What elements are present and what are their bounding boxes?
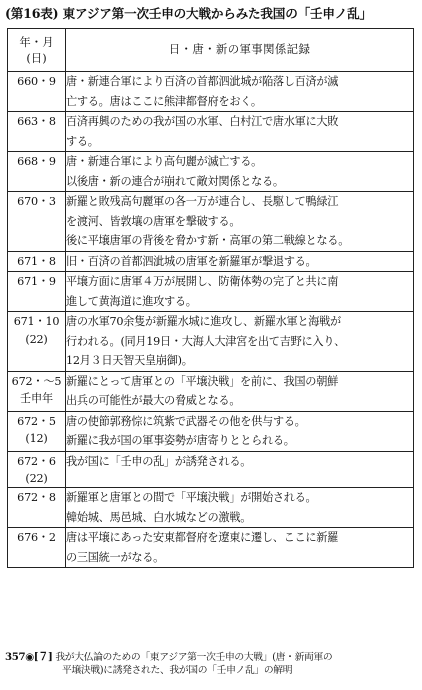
date-value: 671・9 (17, 275, 56, 288)
table-title: (第16表) 東アジア第一次壬申の大戦からみた我国の「壬申ノ乱」 (5, 6, 372, 21)
table-row (8, 411, 414, 451)
event-text-line: 唐の使節郭務悰に筑紫で武器その他を供与する。 (66, 414, 306, 428)
date-cell (8, 72, 66, 112)
date-cell (8, 112, 66, 152)
date-cell (8, 488, 66, 528)
table-row (8, 371, 414, 411)
date-cell (8, 371, 66, 411)
date-subvalue: (22) (25, 332, 48, 346)
event-text-line: 亡する。唐はここに熊津都督府をおく。 (66, 94, 262, 108)
event-cell (66, 251, 414, 272)
date-value: 663・8 (17, 115, 56, 128)
event-text-line: 新羅と敗残高句麗軍の各一万が連合し、長駆して鴨緑江 (66, 195, 339, 208)
figure-caption (5, 651, 419, 677)
events-header-label: 日・唐・新の軍事関係記録 (168, 42, 311, 57)
event-text-line: する。 (66, 134, 99, 148)
event-text-line: 後に平壌唐軍の背後を脅かす新・高軍の第二戦線となる。 (66, 234, 350, 247)
event-text-line: 唐・新連合軍により百済の首都泗泚城が陥落し百済が滅 (66, 75, 339, 88)
table-header-row (8, 29, 414, 72)
date-value: 676・2 (17, 531, 56, 544)
event-cell (66, 312, 414, 372)
event-text-line: 我が国に「壬申の乱」が誘発される。 (66, 454, 252, 468)
caption-line-1 (5, 651, 419, 664)
event-text-line: 平壌方面に唐軍４万が展開し、防衛体勢の完了と共に南 (66, 275, 339, 288)
date-value: 672・～5 (11, 374, 62, 388)
date-cell (8, 272, 66, 312)
table-row (8, 272, 414, 312)
date-subvalue: (12) (25, 432, 48, 445)
date-subvalue: 壬申年 (20, 392, 53, 405)
date-cell (8, 152, 66, 192)
date-subvalue: (22) (25, 472, 48, 485)
table-row (8, 112, 414, 152)
date-value: 672・8 (17, 491, 56, 504)
date-cell (8, 312, 66, 372)
event-text-line: 進して黄海道に進攻する。 (66, 294, 197, 308)
date-value: 660・9 (17, 75, 56, 88)
date-cell (8, 451, 66, 488)
event-text-line: の三国統一がなる。 (66, 550, 164, 564)
date-value: 671・8 (17, 254, 56, 268)
date-cell (8, 251, 66, 272)
event-text-line: 唐・新連合軍により高句麗が滅亡する。 (66, 155, 262, 168)
date-value: 670・3 (17, 195, 56, 208)
date-value: 668・9 (17, 155, 56, 168)
date-cell (8, 528, 66, 568)
event-text-line: 百済再興のための我が国の水軍、白村江で唐水軍に大敗 (66, 115, 339, 128)
date-value: 672・6 (17, 454, 56, 468)
event-cell (66, 451, 414, 488)
table-row (8, 152, 414, 192)
event-text-line: 行われる。(同月19日・大海人大津宮を出て吉野に入り、 (66, 334, 346, 348)
event-cell (66, 411, 414, 451)
event-text-line: 新羅軍と唐軍との間で「平壌決戦」が開始される。 (66, 491, 317, 504)
event-text-line: 韓始城、馬邑城、白水城などの激戦。 (66, 510, 252, 524)
date-header-line1: 年・月 (19, 35, 54, 49)
event-text-line: 唐の水軍70余隻が新羅水城に進攻し、新羅水軍と海戦が (66, 315, 341, 328)
event-cell (66, 72, 414, 112)
events-column-header (66, 29, 414, 72)
event-cell (66, 488, 414, 528)
event-text-line: 12月３日天智天皇崩御)。 (66, 354, 193, 367)
event-text-line: 旧・百済の首都泗泚城の唐軍を新羅軍が撃退する。 (66, 254, 317, 268)
event-cell (66, 371, 414, 411)
caption-line-2: 平壌決戦)に誘発された、我が国の「壬申ノ乱」の解明 (62, 665, 293, 676)
event-text-line: 新羅に我が国の軍事姿勢が唐寄りととられる。 (66, 434, 295, 447)
event-text-line: 以後唐・新の連合が崩れて敵対関係となる。 (66, 174, 284, 188)
event-cell (66, 528, 414, 568)
date-value: 671・10 (13, 315, 60, 328)
table-row (8, 251, 414, 272)
caption-number: 357◉[７] (5, 651, 53, 663)
date-cell (8, 411, 66, 451)
date-header-line2: (日) (26, 51, 47, 65)
event-cell (66, 192, 414, 252)
event-cell (66, 272, 414, 312)
date-value: 672・5 (17, 414, 56, 428)
table-row (8, 72, 414, 112)
event-cell (66, 112, 414, 152)
date-column-header (8, 29, 66, 72)
event-text-line: 出兵の可能性が最大の脅威となる。 (66, 394, 241, 407)
table-row (8, 192, 414, 252)
event-text-line: 唐は平壌にあった安東都督府を遼東に遷し、ここに新羅 (66, 531, 339, 544)
event-cell (66, 152, 414, 192)
table-row (8, 451, 414, 488)
table-row (8, 488, 414, 528)
date-cell (8, 192, 66, 252)
caption-text-1: 我が大仏論のための「東アジア第一次壬申の大戦」(唐・新両軍の (55, 652, 333, 663)
event-text-line: を渡河、皆敦壤の唐軍を撃破する。 (66, 214, 241, 228)
table-body (8, 72, 414, 568)
event-text-line: 新羅にとって唐軍との「平壌決戦」を前に、我国の朝鮮 (66, 374, 338, 388)
military-chronology-table (7, 28, 414, 568)
table-row (8, 312, 414, 372)
table-row (8, 528, 414, 568)
